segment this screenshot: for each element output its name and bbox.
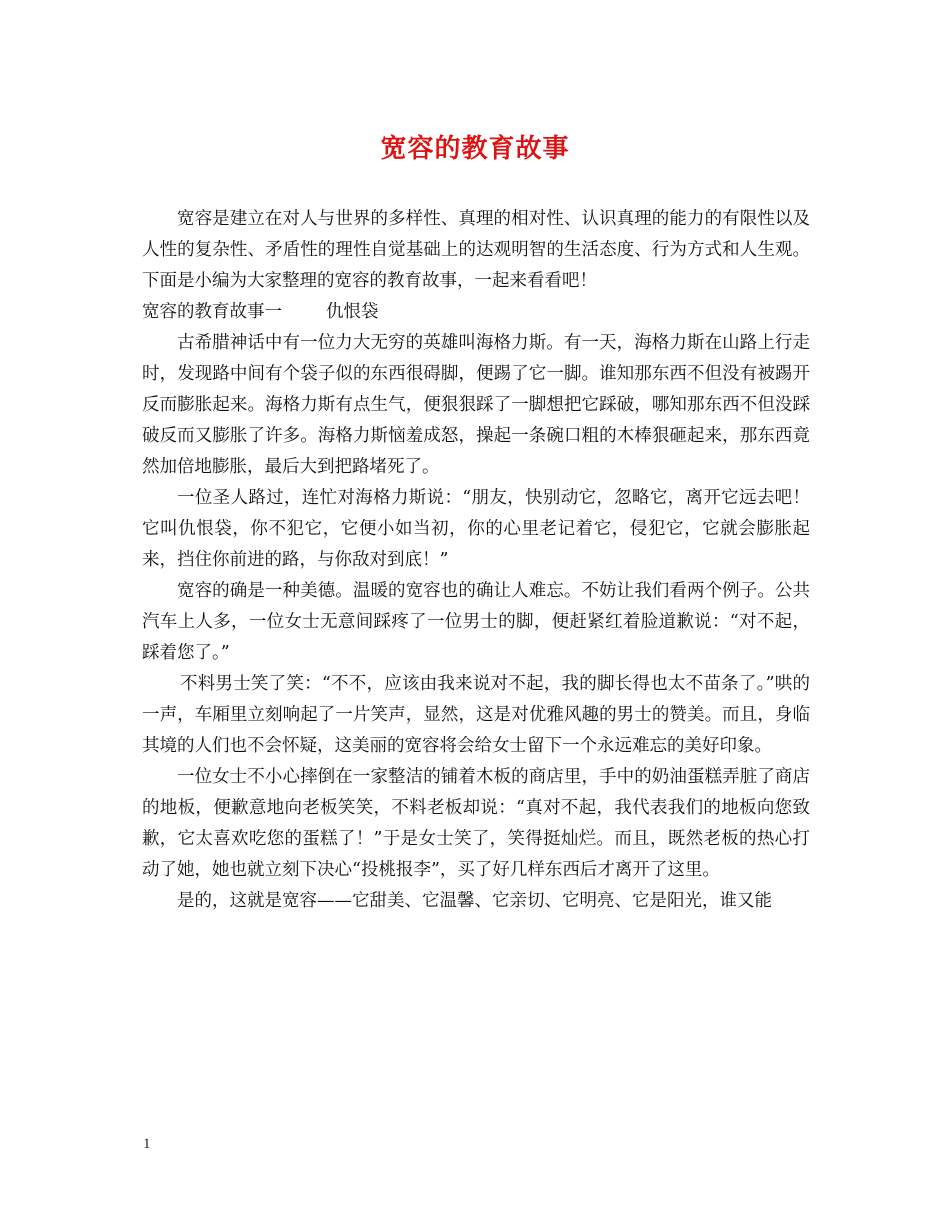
body-paragraph: 不料男士笑了笑：“不不，应该由我来说对不起，我的脚长得也太不苗条了。”哄的一声，车厢里立刻响起了一片笑声，显然，这是对优雅风趣的男士的赞美。而且，身临其境的人们也不会怀疑，这美丽的宽容将会给女士留下一个永远难忘的美好印象。 [142,674,810,756]
page-number: 1 [143,1136,151,1152]
section-heading [142,297,810,328]
section-subtitle: 仇恨袋 [326,302,379,322]
body-paragraph: 是的，这就是宽容——它甜美、它温馨、它亲切、它明亮、它是阳光，谁又能 [177,891,772,911]
intro-paragraph: 宽容是建立在对人与世界的多样性、真理的相对性、认识真理的能力的有限性以及人性的复杂性、矛盾性的理性自觉基础上的达观明智的生活态度、行为方式和人生观。下面是小编为大家整理的宽容的教育故事，一起来看看吧！ [142,209,810,291]
document-body [142,204,810,917]
body-paragraph: 古希腊神话中有一位力大无穷的英雄叫海格力斯。有一天，海格力斯在山路上行走时，发现路中间有个袋子似的东西很碍脚，便踢了它一脚。谁知那东西不但没有被踢开反而膨胀起来。海格力斯有点生气，便狠狠踩了一脚想把它踩破，哪知那东西不但没踩破反而又膨胀了许多。海格力斯恼羞成怒，操起一条碗口粗的木棒狠砸起来，那东西竟然加倍地膨胀，最后大到把路堵死了。 [142,333,810,477]
section-label: 宽容的教育故事一 [142,302,282,322]
document-title: 宽容的教育故事 [380,134,570,164]
body-paragraph: 一位女士不小心摔倒在一家整洁的铺着木板的商店里，手中的奶油蛋糕弄脏了商店的地板，便歉意地向老板笑笑，不料老板却说：“真对不起，我代表我们的地板向您致歉，它太喜欢吃您的蛋糕了！”于是女士笑了，笑得挺灿烂。而且，既然老板的热心打动了她，她也就立刻下决心“投桃报李”，买了好几样东西后才离开了这里。 [142,767,810,880]
body-paragraph: 一位圣人路过，连忙对海格力斯说：“朋友，快别动它，忽略它，离开它远去吧！它叫仇恨袋，你不犯它，它便小如当初，你的心里老记着它，侵犯它，它就会膨胀起来，挡住你前进的路，与你敌对到底！” [142,488,810,570]
body-paragraph: 宽容的确是一种美德。温暖的宽容也的确让人难忘。不妨让我们看两个例子。公共汽车上人多，一位女士无意间踩疼了一位男士的脚，便赶紧红着脸道歉说：“对不起，踩着您了。” [142,581,810,663]
